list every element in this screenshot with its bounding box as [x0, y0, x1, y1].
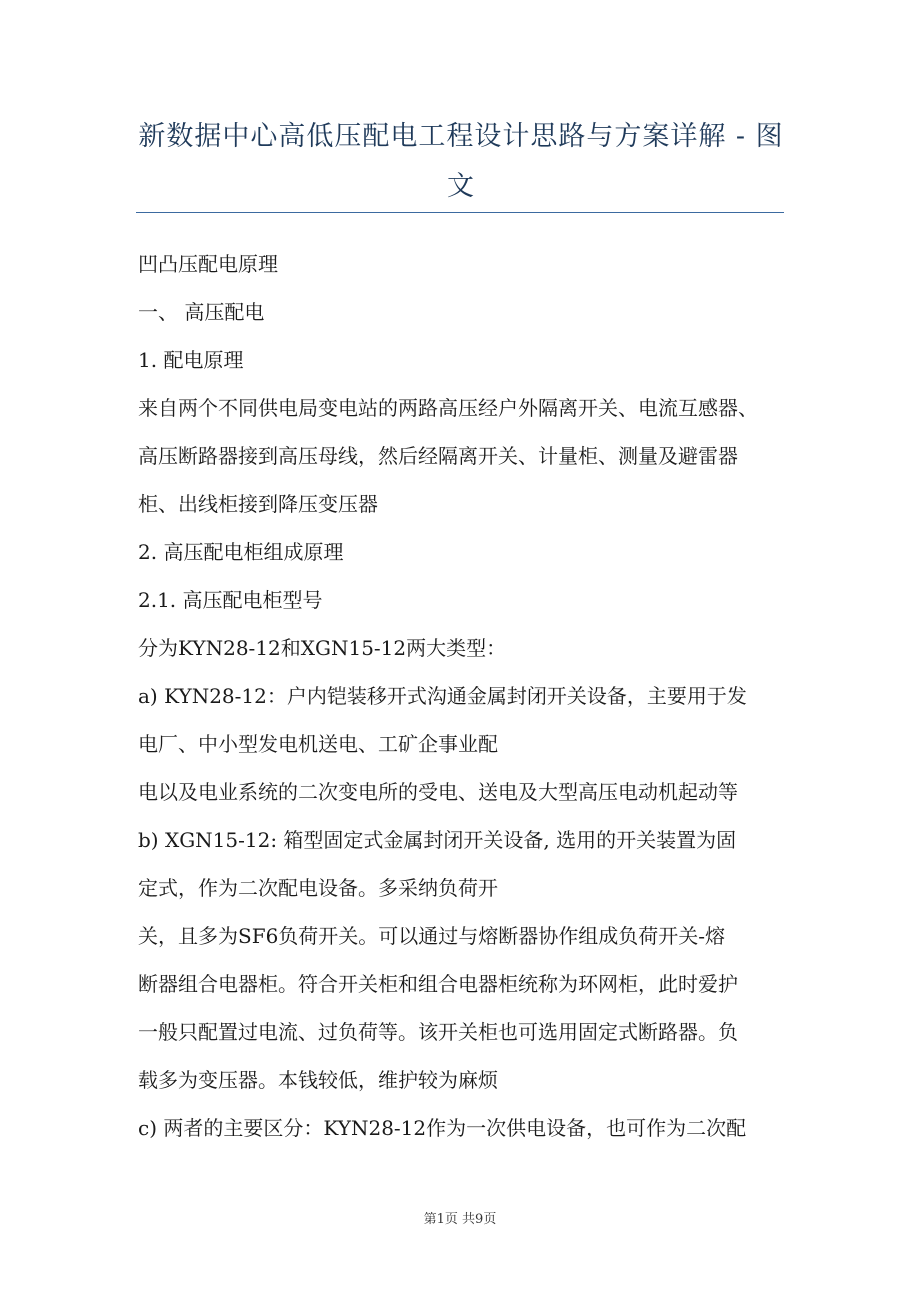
list-item-line: a) KYN28-12：户内铠装移开式沟通金属封闭开关设备，主要用于发 [138, 684, 747, 708]
paragraph-line: 电以及电业系统的二次变电所的受电、送电及大型高压电动机起动等 [138, 780, 738, 804]
paragraph-line: 载多为变压器。本钱较低，维护较为麻烦 [138, 1068, 498, 1092]
subsection-heading: 2. 高压配电柜组成原理 [138, 540, 344, 564]
document-title: 新数据中心高低压配电工程设计思路与方案详解 - 图文 [138, 121, 784, 202]
paragraph-line: 关，且多为SF6负荷开关。可以通过与熔断器协作组成负荷开关-熔 [138, 924, 726, 948]
paragraph-line: 柜、出线柜接到降压变压器 [138, 492, 378, 516]
list-item-line: b) XGN15-12: 箱型固定式金属封闭开关设备, 选用的开关装置为固 [138, 828, 737, 852]
subsection-heading: 2.1. 高压配电柜型号 [138, 588, 323, 612]
list-item-line: c) 两者的主要区分：KYN28-12作为一次供电设备，也可作为二次配 [138, 1116, 747, 1140]
paragraph-line: 断器组合电器柜。符合开关柜和组合电器柜统称为环网柜，此时爱护 [138, 972, 738, 996]
heading-line: 凹凸压配电原理 [138, 252, 278, 276]
title-divider [136, 212, 784, 213]
list-item-line: 定式，作为二次配电设备。多采纳负荷开 [138, 876, 498, 900]
paragraph-line: 来自两个不同供电局变电站的两路高压经户外隔离开关、电流互感器、 [138, 396, 758, 420]
section-heading: 一、 高压配电 [138, 300, 265, 324]
paragraph-line: 高压断路器接到高压母线，然后经隔离开关、计量柜、测量及避雷器 [138, 444, 738, 468]
page-number-footer: 第1页 共9页 [423, 1212, 497, 1227]
list-item-line: 电厂、中小型发电机送电、工矿企事业配 [138, 732, 498, 756]
paragraph-line: 一般只配置过电流、过负荷等。该开关柜也可选用固定式断路器。负 [138, 1020, 738, 1044]
paragraph-line: 分为KYN28-12和XGN15-12两大类型： [138, 636, 507, 660]
subsection-heading: 1. 配电原理 [138, 348, 244, 372]
